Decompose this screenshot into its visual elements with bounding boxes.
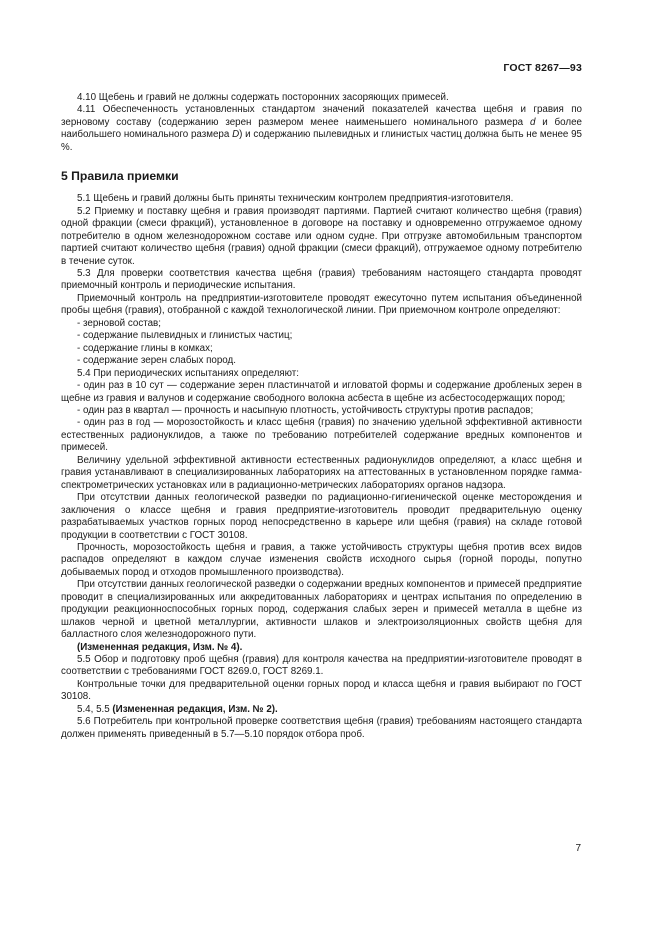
section-title: 5 Правила приемки xyxy=(61,169,179,184)
list-item: - один раз в год — морозостойкость и класс щебня (гравия) по значению удельной эффективной активности естественных радионуклидов, а также по требованию потребителей содержание вредных компонентов и примесей. xyxy=(61,417,582,454)
symbol-D: D xyxy=(232,129,240,141)
list-item: - содержание глины в комках; xyxy=(77,342,213,354)
paragraph-5-5: 5.5 Обор и подготовку проб щебня (гравия) для контроля качества на предприятии-изготовителе проводят в соответствии с требованиями ГОСТ 8269.0, ГОСТ 8269.1. xyxy=(61,654,582,678)
paragraph-radionuclides: Величину удельной эффективной активности естественных радионуклидов определяют, а класс щебня и гравия устанавливают в специализированных лабораториях на аттестованных в установленном порядке гамма-спектрометрических установках или в радиационно-метрических лабораториях органов надзора. xyxy=(61,454,582,491)
paragraph-5-2: 5.2 Приемку и поставку щебня и гравия производят партиями. Партией считают количество щебня (гравия) одной фракции (смеси фракций), установленное в договоре на поставку и одновременно отгружаемое одному потребителю в одном железнодорожном составе или одном судне. При отгрузке автомобильным транспортом партией считают количество щебня (гравия) одной фракции (смеси фракций), отгружаемое одному потребителю в течение суток. xyxy=(61,205,582,267)
paragraph-strength: Прочность, морозостойкость щебня и гравия, а также устойчивость структуры щебня против всех видов распадов определяют в каждом случае изменения свойств исходного сырья (горной породы, попутно добываемых пород и отходов промышленного производства). xyxy=(61,541,582,578)
paragraph-5-3: 5.3 Для проверки соответствия качества щебня (гравия) требованиям настоящего стандарта проводят приемочный контроль и периодические испытания. xyxy=(61,267,582,292)
text-run-bold: (Измененная редакция, Изм. № 2). xyxy=(112,703,278,715)
symbol-d: d xyxy=(529,116,536,128)
paragraph-control-points: Контрольные точки для предварительной оценки горных пород и класса щебня и гравия выбирают по ГОСТ 30108. xyxy=(61,678,582,703)
list-item: - один раз в квартал — прочность и насыпную плотность, устойчивость структуры против распадов; xyxy=(77,404,534,416)
paragraph-acceptance: Приемочный контроль на предприятии-изготовителе проводят ежесуточно путем испытания объединенной пробы щебня (гравия), отобранной с каждой технологической линии. При приемочном контроле определяют: xyxy=(61,292,582,317)
list-item: - один раз в 10 сут — содержание зерен пластинчатой и игловатой формы и содержание дробленых зерен в щебне из гравия и валунов и содержание свободного волокна асбеста в щебне из асбестосодержащих пород; xyxy=(61,380,582,404)
text-run: 4.11 Обеспеченность установленных стандартом значений показателей качества щебня и гравия по зерновому составу (содержанию зерен размером менее наименьшего номинального размера xyxy=(61,104,582,128)
paragraph-harmful: При отсутствии данных геологической разведки о содержании вредных компонентов и примесей предприятие проводит в специализированных или аккредитованных лабораториях и центрах испытания по определению в продукции реакционноспособных горных пород, содержания слабых зерен и примесей металла в щебне из шлаков черной и цветной металлургии, активности шлаков и электроизоляционных свойств щебня для балластного слоя железнодорожного пути. xyxy=(61,579,582,641)
paragraph-4-10: 4.10 Щебень и гравий не должны содержать посторонних засоряющих примесей. xyxy=(77,92,449,103)
list-item: - содержание зерен слабых пород. xyxy=(77,355,236,367)
document-header: ГОСТ 8267—93 xyxy=(503,62,582,74)
paragraph-4-11 xyxy=(61,104,582,154)
list-item: - зерновой состав; xyxy=(77,317,161,329)
paragraph-5-4: 5.4 При периодических испытаниях определяют: xyxy=(77,367,299,379)
paragraph-geology: При отсутствии данных геологической разведки по радиационно-гигиенической оценке месторождения и заключения о классе щебня и гравия предприятие-изготовитель проводит предварительную оценку разрабатываемых участков горных пород непосредственно в карьере или щебня (гравия) на складе готовой продукции в соответствии с ГОСТ 30108. xyxy=(61,492,582,541)
list-item: - содержание пылевидных и глинистых частиц; xyxy=(77,330,293,342)
document-body xyxy=(61,92,582,741)
revision-note xyxy=(61,704,582,716)
text-run: ) и содержанию пылевидных и глинистых частиц должна быть не менее 95 %. xyxy=(61,129,582,153)
text-run: 5.4, 5.5 xyxy=(77,703,113,715)
paragraph-5-1: 5.1 Щебень и гравий должны быть приняты техническим контролем предприятия-изготовителя. xyxy=(77,193,514,205)
text-run: и более наибольшего номинального размера xyxy=(61,116,582,141)
revision-note: (Измененная редакция, Изм. № 4). xyxy=(77,641,243,653)
page-number: 7 xyxy=(575,843,581,854)
paragraph-5-6: 5.6 Потребитель при контрольной проверке соответствия щебня (гравия) требованиям настоящего стандарта должен применять приведенный в 5.7—5.10 порядок отбора проб. xyxy=(61,716,582,740)
